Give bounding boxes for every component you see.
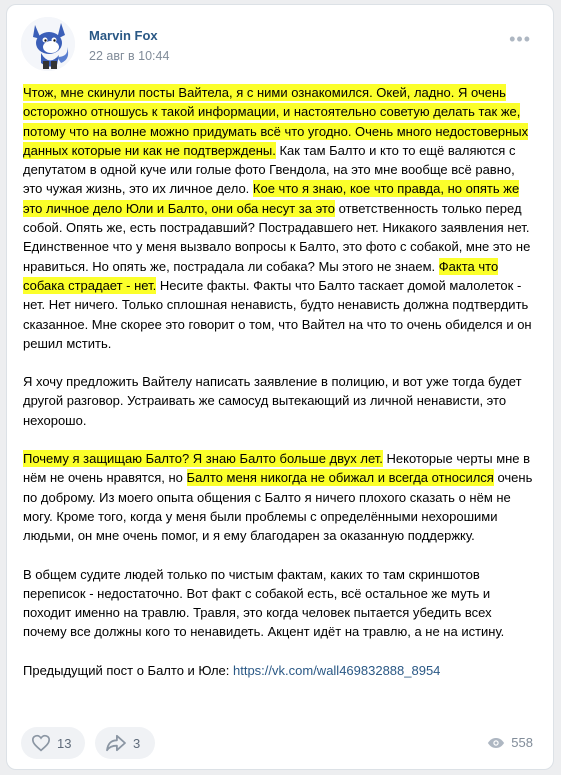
views-counter bbox=[487, 735, 533, 750]
fox-avatar-image bbox=[21, 17, 75, 71]
heart-icon bbox=[31, 734, 51, 752]
previous-post-label: Предыдущий пост о Балто и Юле: bbox=[23, 662, 233, 678]
post-text bbox=[23, 83, 537, 699]
post-paragraph bbox=[23, 449, 537, 545]
post-card bbox=[6, 4, 554, 770]
more-dots-icon[interactable]: ••• bbox=[509, 29, 531, 49]
text-segment: Несите факты. Факты что Балто таскает домой малолеток - нет. Нет ничего. Только сплошная ненависть, будто ненависть должна подтвердить сказанное. Мне скорее это говорит о том, что Вайтел на что то очень обиделся и он решил мстить. bbox=[23, 277, 532, 351]
post-paragraph bbox=[23, 372, 537, 430]
highlighted-text: Чтож, мне скинули посты Вайтела, я с ними ознакомился. Окей, ладно. Я очень осторожно отношусь к такой информации, и настоятельно советую делать так же, потому что на волне можно придумать всё что угодно. Очень много недостоверных данных которые ни как не подтверждены. bbox=[23, 85, 529, 158]
highlighted-text: Факта что собака страдает - нет. bbox=[23, 258, 499, 293]
post-paragraph bbox=[23, 565, 537, 642]
previous-post-line bbox=[23, 661, 537, 680]
like-button[interactable] bbox=[21, 727, 85, 759]
post-paragraph bbox=[23, 83, 537, 353]
post-header bbox=[21, 17, 539, 73]
share-arrow-icon bbox=[105, 734, 127, 752]
text-segment: Некоторые черты мне в нём не очень нравятся, но bbox=[23, 451, 531, 486]
post-date[interactable]: 22 авг в 10:44 bbox=[89, 49, 170, 63]
views-count: 558 bbox=[511, 735, 533, 750]
share-button[interactable] bbox=[95, 727, 155, 759]
text-segment: ответственность только перед собой. Опять же, есть пострадавший? Пострадавшего нет. Никакого заявления нет. Единственное что у меня вызвало вопросы к Балто, это фото с собакой, мне это не нравиться. Но опять же, пострадала ли собака? Мы этого не знаем. bbox=[23, 200, 531, 274]
author-name[interactable]: Marvin Fox bbox=[89, 28, 158, 43]
text-segment: Как там Балто и кто то ещё валяются с депутатом в одной куче или голые фото Гвендола, на это мне вообще всё равно, это чужая жизнь, это их личное дело. bbox=[23, 142, 516, 197]
like-count: 13 bbox=[57, 735, 72, 751]
avatar[interactable] bbox=[21, 17, 75, 71]
share-count: 3 bbox=[133, 735, 141, 751]
highlighted-text: Кое что я знаю, кое что правда, но опять же это личное дело Юли и Балто, они оба несут за это bbox=[23, 181, 520, 216]
text-segment: В общем судите людей только по чистым фактам, каких то там скриншотов переписок - недостаточно. Вот факт с собакой есть, всё остальное же муть и походит именно на травлю. Травля, это когда человек пытается убедить всех почему все должны кого то ненавидеть. Акцент идёт на травлю, а не на истину. bbox=[23, 566, 505, 640]
text-segment: Я хочу предложить Вайтелу написать заявление в полицию, и вот уже тогда будет другой разговор. Устраивать же самосуд вытекающий из личной ненависти, это нехорошо. bbox=[23, 374, 522, 428]
highlighted-text: Балто меня никогда не обижал и всегда относился bbox=[186, 470, 494, 486]
highlighted-text: Почему я защищаю Балто? Я знаю Балто больше двух лет. bbox=[23, 451, 383, 467]
text-segment: очень по доброму. Из моего опыта общения с Балто я ничего плохого сказать о нём не могу. Кроме того, когда у меня были проблемы с определёнными нехорошими людьми, он мне очень помог, и я ему благодарен за оказанную поддержку. bbox=[23, 470, 533, 544]
previous-post-link[interactable]: https://vk.com/wall469832888_8954 bbox=[233, 662, 441, 678]
post-footer bbox=[21, 727, 539, 761]
eye-icon bbox=[487, 737, 505, 749]
